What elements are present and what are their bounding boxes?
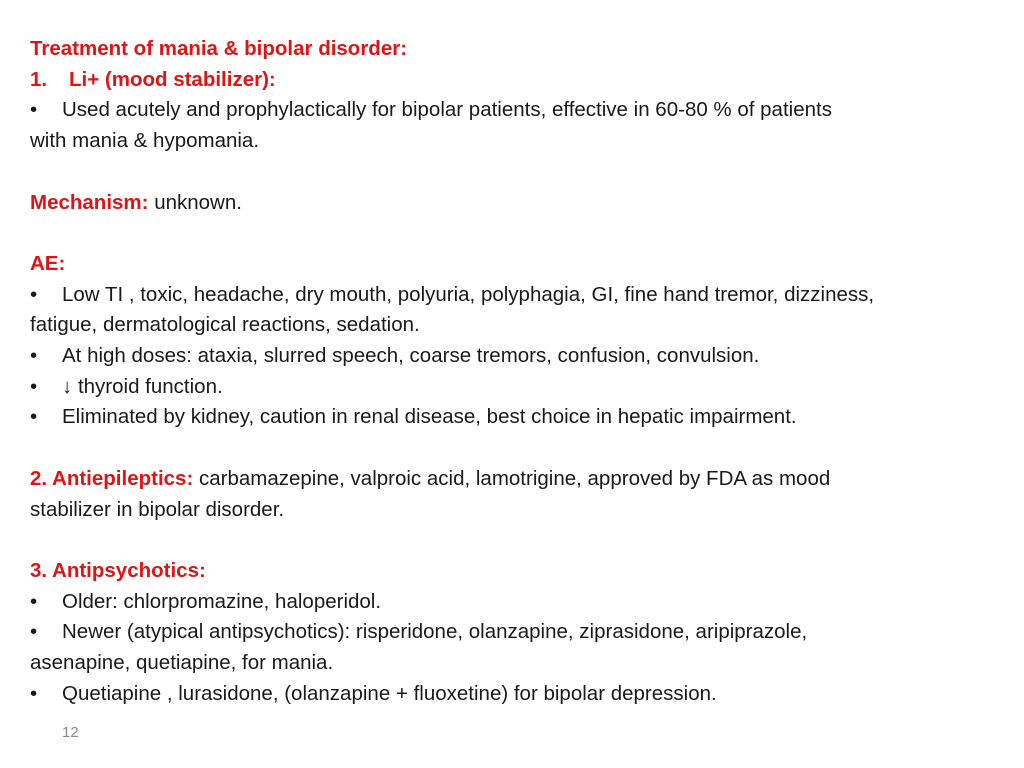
- antipsychotics-heading: 3. Antipsychotics:: [30, 558, 206, 582]
- antiepileptics-continuation: stabilizer in bipolar disorder.: [30, 497, 285, 521]
- bullet-icon: •: [30, 98, 38, 122]
- bullet-icon: •: [30, 374, 38, 398]
- spacer: [30, 157, 1005, 188]
- ae-item-text: Low TI , toxic, headache, dry mouth, polyuria, polyphagia, GI, fine hand tremor, dizziness,: [62, 282, 875, 306]
- mechanism-label: Mechanism:: [30, 190, 149, 214]
- bullet-icon: •: [30, 405, 38, 429]
- mechanism-text: unknown.: [154, 190, 242, 214]
- ae-heading: AE:: [30, 251, 66, 275]
- page-number: 12: [62, 724, 79, 741]
- slide-content: [30, 34, 1005, 709]
- bullet-icon: •: [30, 344, 38, 367]
- antiepileptics-text: carbamazepine, valproic acid, lamotrigine, approved by FDA as mood: [198, 466, 831, 490]
- antipsychotics-item: [30, 679, 1005, 710]
- spacer: [30, 525, 1005, 556]
- ae-item-text: ↓ thyroid function.: [62, 374, 223, 398]
- bullet-icon: •: [30, 282, 38, 306]
- mechanism-line: [30, 188, 1005, 219]
- antipsychotics-item-continuation: asenapine, quetiapine, for mania.: [30, 651, 334, 674]
- bullet-icon: •: [30, 620, 38, 644]
- ae-item: [30, 372, 1005, 403]
- antipsychotics-item-text: Older: chlorpromazine, haloperidol.: [62, 589, 382, 613]
- bullet-icon: •: [30, 681, 38, 705]
- slide-title: Treatment of mania & bipolar disorder:: [30, 37, 408, 60]
- lithium-heading: [30, 65, 1005, 96]
- antipsychotics-item: [30, 617, 1005, 648]
- spacer: [30, 218, 1005, 249]
- ae-item-text: At high doses: ataxia, slurred speech, coarse tremors, confusion, convulsion.: [62, 344, 760, 367]
- antipsychotics-item-text: Quetiapine , lurasidone, (olanzapine + fluoxetine) for bipolar depression.: [62, 681, 717, 705]
- lithium-number: 1.: [30, 67, 48, 91]
- ae-item: [30, 402, 1005, 433]
- ae-item: [30, 280, 1005, 311]
- ae-item: [30, 341, 1005, 372]
- antiepileptics-line: [30, 464, 1005, 495]
- antipsychotics-item-text: Newer (atypical antipsychotics): risperidone, olanzapine, ziprasidone, aripiprazole,: [62, 620, 808, 644]
- bullet-icon: •: [30, 589, 38, 613]
- lithium-point: Used acutely and prophylactically for bipolar patients, effective in 60-80 % of patients: [62, 98, 832, 122]
- ae-item-continuation: fatigue, dermatological reactions, sedation.: [30, 313, 420, 337]
- antiepileptics-label: 2. Antiepileptics:: [30, 466, 194, 490]
- lithium-heading-text: Li+ (mood stabilizer):: [69, 67, 276, 91]
- antipsychotics-item: [30, 587, 1005, 618]
- lithium-point-continuation: with mania & hypomania.: [30, 129, 260, 153]
- spacer: [30, 433, 1005, 464]
- lithium-bullet: [30, 95, 1005, 126]
- ae-item-text: Eliminated by kidney, caution in renal disease, best choice in hepatic impairment.: [62, 405, 797, 429]
